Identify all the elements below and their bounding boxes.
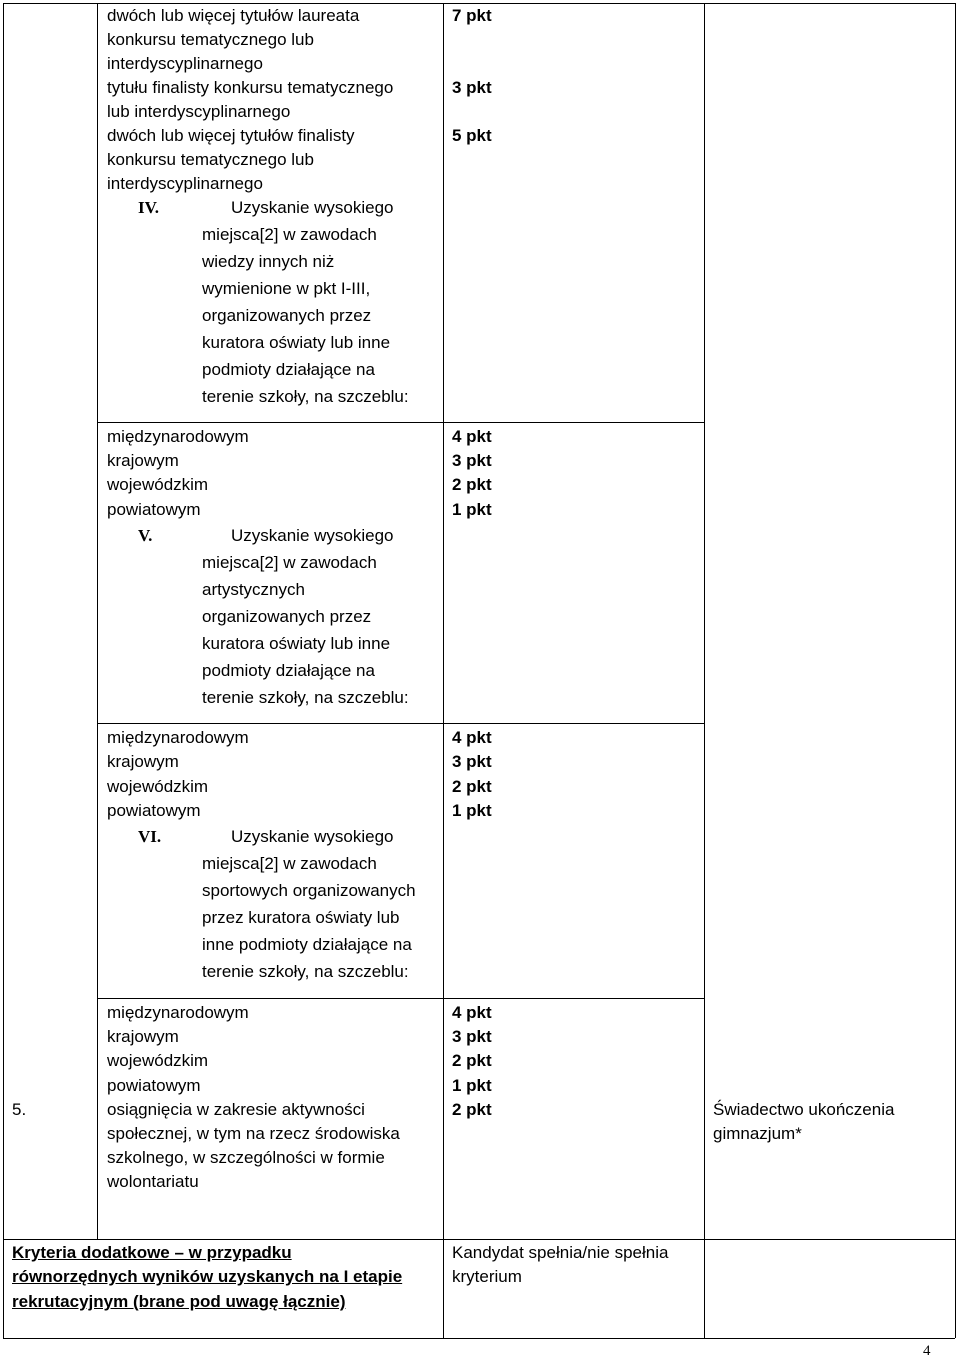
item-5-document-line-2: gimnazjum*	[713, 1124, 802, 1143]
section-v-line-7: terenie szkoły, na szczeblu:	[202, 688, 409, 707]
item-5-number: 5.	[12, 1100, 27, 1119]
item-5-document-line-1: Świadectwo ukończenia	[713, 1100, 895, 1119]
section-v-line-3: artystycznych	[202, 580, 305, 599]
section-v-level-1: międzynarodowym	[107, 728, 249, 747]
row-divider-v	[97, 723, 443, 724]
section-iv-level-3: wojewódzkim	[107, 475, 209, 494]
item-5-line-4: wolontariatu	[107, 1172, 199, 1191]
section-vi-level-4: powiatowym	[107, 1076, 201, 1095]
section-iv-line-4: wymienione w pkt I-III,	[202, 279, 371, 298]
section-v-points-2: 3 pkt	[452, 752, 492, 771]
column-divider-3	[704, 3, 705, 1338]
section-vi-line-5: inne podmioty działające na	[202, 935, 412, 954]
section-vi-line-3: sportowych organizowanych	[202, 881, 416, 900]
top-points-2: 3 pkt	[452, 78, 492, 97]
section-v-level-4: powiatowym	[107, 801, 201, 820]
section-vi-level-1: międzynarodowym	[107, 1003, 249, 1022]
top-line-2: konkursu tematycznego lub	[107, 30, 314, 49]
row-divider-vi-points	[443, 998, 704, 999]
row-divider-iv	[97, 422, 443, 423]
section-vi-points-2: 3 pkt	[452, 1027, 492, 1046]
column-divider-1	[97, 3, 98, 1239]
section-iv-level-4: powiatowym	[107, 500, 201, 519]
item-5-line-2: społecznej, w tym na rzecz środowiska	[107, 1124, 400, 1143]
section-iv-line-7: podmioty działające na	[202, 360, 375, 379]
section-v-line-4: organizowanych przez	[202, 607, 372, 626]
section-iv-line-6: kuratora oświaty lub inne	[202, 333, 391, 352]
section-iv-points-4: 1 pkt	[452, 500, 492, 519]
section-vi-line-6: terenie szkoły, na szczeblu:	[202, 962, 409, 981]
criteria-status-line-2: kryterium	[452, 1267, 522, 1286]
criteria-heading-line-1: Kryteria dodatkowe – w przypadku	[12, 1243, 292, 1262]
section-vi-points-3: 2 pkt	[452, 1051, 492, 1070]
section-iv-line-1: Uzyskanie wysokiego	[231, 198, 394, 217]
section-vi-points-1: 4 pkt	[452, 1003, 492, 1022]
section-vi-line-4: przez kuratora oświaty lub	[202, 908, 400, 927]
section-iv-numeral: IV.	[138, 198, 159, 217]
section-v-line-5: kuratora oświaty lub inne	[202, 634, 391, 653]
criteria-heading-line-3: rekrutacyjnym (brane pod uwagę łącznie)	[12, 1292, 346, 1311]
table-border-left	[3, 3, 4, 1338]
section-iv-line-5: organizowanych przez	[202, 306, 372, 325]
section-iv-level-1: międzynarodowym	[107, 427, 249, 446]
section-v-level-3: wojewódzkim	[107, 777, 209, 796]
top-line-7: konkursu tematycznego lub	[107, 150, 314, 169]
top-line-6: dwóch lub więcej tytułów finalisty	[107, 126, 355, 145]
section-v-points-1: 4 pkt	[452, 728, 492, 747]
section-iv-points-2: 3 pkt	[452, 451, 492, 470]
row-divider-criteria	[3, 1239, 955, 1240]
row-divider-vi	[97, 998, 443, 999]
top-line-1: dwóch lub więcej tytułów laureata	[107, 6, 360, 25]
item-5-line-3: szkolnego, w szczególności w formie	[107, 1148, 385, 1167]
section-iv-line-3: wiedzy innych niż	[202, 252, 335, 271]
item-5-line-1: osiągnięcia w zakresie aktywności	[107, 1100, 365, 1119]
section-vi-level-3: wojewódzkim	[107, 1051, 209, 1070]
row-divider-iv-points	[443, 422, 704, 423]
top-line-8: interdyscyplinarnego	[107, 174, 263, 193]
section-v-line-2: miejsca[2] w zawodach	[202, 553, 377, 572]
section-vi-numeral: VI.	[138, 827, 162, 846]
item-5-points: 2 pkt	[452, 1100, 492, 1119]
column-divider-2	[443, 3, 444, 1338]
top-line-3: interdyscyplinarnego	[107, 54, 263, 73]
top-points-3: 5 pkt	[452, 126, 492, 145]
top-line-5: lub interdyscyplinarnego	[107, 102, 291, 121]
section-iv-points-1: 4 pkt	[452, 427, 492, 446]
criteria-status-line-1: Kandydat spełnia/nie spełnia	[452, 1243, 669, 1262]
top-points-1: 7 pkt	[452, 6, 492, 25]
section-vi-line-2: miejsca[2] w zawodach	[202, 854, 377, 873]
section-v-points-3: 2 pkt	[452, 777, 492, 796]
table-border-bottom	[3, 1338, 955, 1339]
section-iv-level-2: krajowym	[107, 451, 179, 470]
section-iv-line-8: terenie szkoły, na szczeblu:	[202, 387, 409, 406]
criteria-heading-line-2: równorzędnych wyników uzyskanych na I etapie	[12, 1267, 403, 1286]
row-divider-v-points	[443, 723, 704, 724]
section-v-points-4: 1 pkt	[452, 801, 492, 820]
section-iv-points-3: 2 pkt	[452, 475, 492, 494]
section-v-level-2: krajowym	[107, 752, 179, 771]
section-v-line-6: podmioty działające na	[202, 661, 375, 680]
section-v-numeral: V.	[138, 526, 153, 545]
section-iv-line-2: miejsca[2] w zawodach	[202, 225, 377, 244]
section-vi-points-4: 1 pkt	[452, 1076, 492, 1095]
section-v-line-1: Uzyskanie wysokiego	[231, 526, 394, 545]
table-border-right	[955, 3, 956, 1338]
top-line-4: tytułu finalisty konkursu tematycznego	[107, 78, 394, 97]
section-vi-line-1: Uzyskanie wysokiego	[231, 827, 394, 846]
section-vi-level-2: krajowym	[107, 1027, 179, 1046]
page-number: 4	[923, 1343, 931, 1359]
